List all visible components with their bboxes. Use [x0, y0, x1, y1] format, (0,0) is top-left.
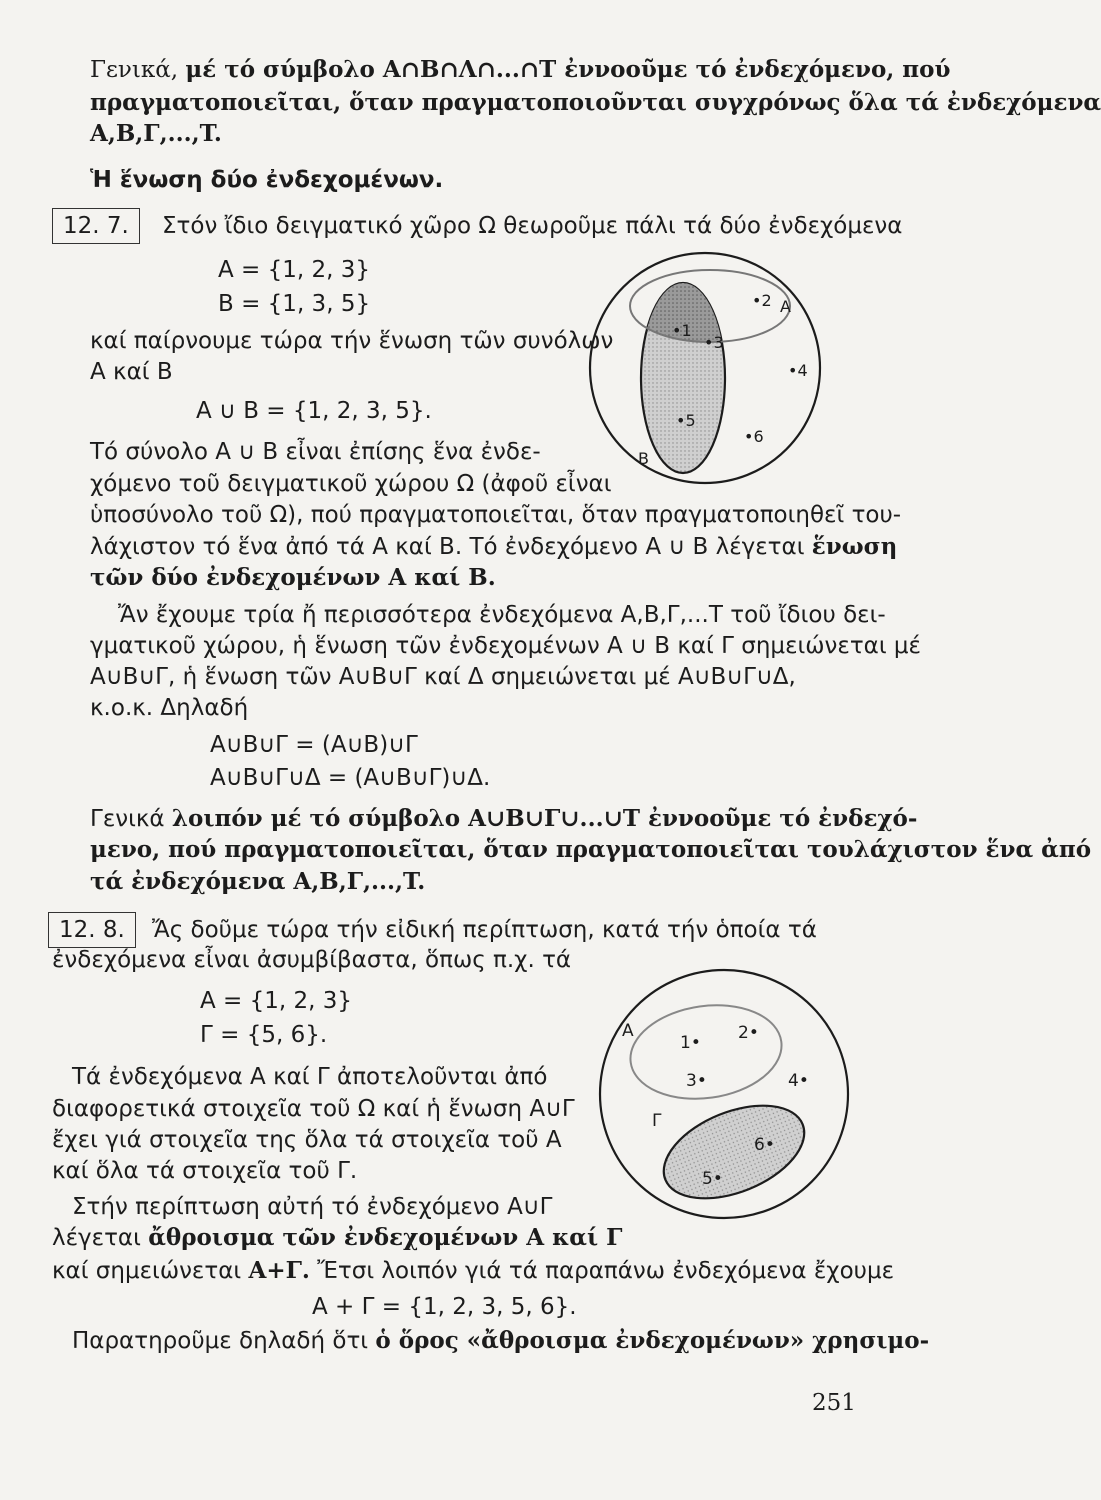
- sec127-p3: Τό σύνολο A ∪ B εἶναι ἐπίσης ἕνα ἐνδε-: [90, 439, 541, 465]
- sec127-p1: καί παίρνουμε τώρα τήν ἕνωση τῶν συνόλων: [90, 328, 614, 354]
- general-line-1a: Γενικά: [90, 806, 165, 832]
- top-line-2: πραγματοποιεῖται, ὅταν πραγματοποιοῦνται συγχρόνως ὅλα τά ἐνδεχόμενα: [90, 89, 1101, 116]
- sec127-p6a: λάχιστον τό ἕνα ἀπό τά A καί B. Τό ἐνδεχόμενο A ∪ B λέγεται: [90, 534, 805, 560]
- point2-1: 1•: [680, 1033, 701, 1053]
- sum-formula: A + Γ = {1, 2, 3, 5, 6}.: [312, 1294, 577, 1320]
- venn-diagram-2: [596, 966, 852, 1222]
- sec128-l9b: A+Γ.: [248, 1257, 310, 1284]
- label-a: A: [780, 297, 791, 316]
- sec127-p6: [90, 532, 897, 562]
- label-b: B: [638, 449, 649, 468]
- sec127-p6b: ἕνωση: [811, 533, 898, 560]
- sec128-l10b: ὁ ὅρος «ἄθροισμα ἐνδεχομένων» χρησιμο-: [375, 1327, 930, 1354]
- sec128-l3: Τά ἐνδεχόμενα A καί Γ ἀποτελοῦνται ἀπό: [72, 1064, 548, 1090]
- sec127-p8: Ἄν ἔχουμε τρία ἤ περισσότερα ἐνδεχόμενα A,B,Γ,...T τοῦ ἴδιου δει-: [118, 602, 886, 628]
- sec128-l8: [52, 1223, 622, 1253]
- sec128-l9: [52, 1256, 894, 1286]
- point-4: •4: [788, 361, 808, 380]
- section-heading: Ἡ ἕνωση δύο ἐνδεχομένων.: [90, 167, 444, 193]
- set-b-def: B = {1, 3, 5}: [218, 291, 371, 317]
- sec128-l9a: καί σημειώνεται: [52, 1258, 242, 1284]
- sec128-l9c: Ἔτσι λοιπόν γιά τά παραπάνω ἐνδεχόμενα ἔχουμε: [317, 1258, 895, 1284]
- point2-4: 4•: [788, 1071, 809, 1091]
- point-6: •6: [744, 427, 764, 446]
- point2-3: 3•: [686, 1071, 707, 1091]
- sec128-l10a: Παρατηροῦμε δηλαδή ὅτι: [72, 1328, 369, 1354]
- set-a-def: A = {1, 2, 3}: [218, 257, 371, 283]
- sec127-p7: τῶν δύο ἐνδεχομένων A καί B.: [90, 564, 496, 591]
- top-line-1b: μέ τό σύμβολο A∩B∩Λ∩...∩T ἐννοοῦμε τό ἐνδεχόμενο, πού: [185, 56, 951, 83]
- sec128-l10: [72, 1326, 929, 1356]
- label-a2: A: [622, 1021, 634, 1041]
- general-line-1: [90, 804, 917, 834]
- sec127-p11: κ.ο.κ. Δηλαδή: [90, 695, 249, 721]
- section-number-12-8: 12. 8.: [48, 912, 136, 948]
- sec128-l1: Ἄς δοῦμε τώρα τήν εἰδική περίπτωση, κατά τήν ὁποία τά: [152, 917, 817, 943]
- point2-6: 6•: [754, 1135, 775, 1155]
- point-3: •3: [704, 333, 724, 352]
- point2-2: 2•: [738, 1023, 759, 1043]
- set-g-def: Γ = {5, 6}.: [200, 1022, 328, 1048]
- sec128-l4: διαφορετικά στοιχεῖα τοῦ Ω καί ἡ ἕνωση A∪Γ: [52, 1096, 575, 1122]
- sec128-l7: Στήν περίπτωση αὐτή τό ἐνδεχόμενο A∪Γ: [72, 1194, 553, 1220]
- general-line-2: μενο, πού πραγματοποιεῖται, ὅταν πραγματοποιεῖται τουλάχιστον ἕνα ἀπό: [90, 836, 1092, 863]
- sec128-l8b: ἄθροισμα τῶν ἐνδεχομένων A καί Γ: [148, 1224, 623, 1251]
- point-5: •5: [676, 411, 696, 430]
- point-2: •2: [752, 291, 772, 310]
- general-line-3: τά ἐνδεχόμενα A,B,Γ,...,T.: [90, 868, 426, 895]
- top-line-1a: Γενικά,: [90, 57, 179, 83]
- set-a2-def: A = {1, 2, 3}: [200, 988, 353, 1014]
- sec127-p10: A∪B∪Γ, ἡ ἕνωση τῶν A∪B∪Γ καί Δ σημειώνεται μέ A∪B∪Γ∪Δ,: [90, 664, 796, 690]
- set-a2-region: [624, 996, 787, 1108]
- label-g: Γ: [652, 1111, 662, 1131]
- general-line-1b: λοιπόν μέ τό σύμβολο A∪B∪Γ∪...∪T ἐννοοῦμε τό ἐνδεχό-: [171, 805, 918, 832]
- sec127-p9: γματικοῦ χώρου, ἡ ἕνωση τῶν ἐνδεχομένων A ∪ B καί Γ σημειώνεται μέ: [90, 633, 921, 659]
- sec128-l6: καί ὅλα τά στοιχεῖα τοῦ Γ.: [52, 1158, 358, 1184]
- section-number-12-7: 12. 7.: [52, 208, 140, 244]
- sec127-p5: ὑποσύνολο τοῦ Ω), πού πραγματοποιεῖται, ὅταν πραγματοποιηθεῖ του-: [90, 502, 902, 528]
- venn-diagram-1: [580, 250, 830, 500]
- top-line-3: A,B,Γ,...,T.: [90, 120, 222, 147]
- point-1: •1: [672, 321, 692, 340]
- sec127-intro: Στόν ἴδιο δειγματικό χῶρο Ω θεωροῦμε πάλι τά δύο ἐνδεχόμενα: [162, 213, 903, 239]
- sec127-p2: A καί B: [90, 359, 173, 385]
- union-formula: A ∪ B = {1, 2, 3, 5}.: [196, 398, 432, 424]
- top-line-1: [90, 55, 951, 85]
- equation-2: A∪B∪Γ∪Δ = (A∪B∪Γ)∪Δ.: [210, 765, 491, 791]
- equation-1: A∪B∪Γ = (A∪B)∪Γ: [210, 732, 418, 758]
- point2-5: 5•: [702, 1169, 723, 1189]
- sec128-l8a: λέγεται: [52, 1225, 141, 1251]
- sec128-l5: ἔχει γιά στοιχεῖα της ὅλα τά στοιχεῖα τοῦ A: [52, 1127, 562, 1153]
- page-number: 251: [812, 1390, 856, 1416]
- sec127-p4: χόμενο τοῦ δειγματικοῦ χώρου Ω (ἀφοῦ εἶναι: [90, 471, 612, 497]
- sec128-l2: ἐνδεχόμενα εἶναι ἀσυμβίβαστα, ὅπως π.χ. τά: [52, 947, 572, 973]
